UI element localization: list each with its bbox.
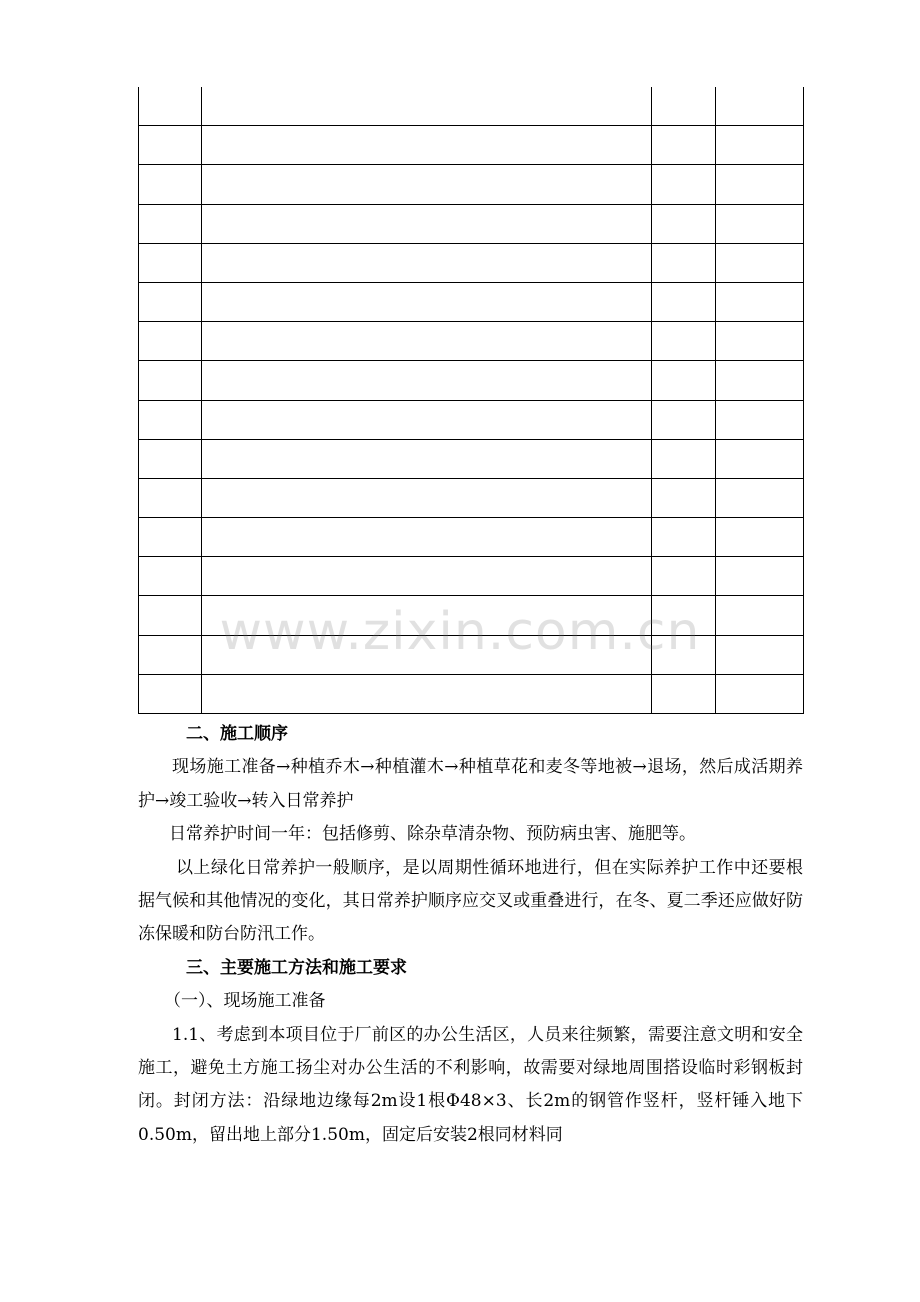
table-cell xyxy=(652,361,716,400)
table-cell xyxy=(202,518,652,557)
table-cell xyxy=(716,518,804,557)
table-cell xyxy=(202,282,652,321)
table-cell xyxy=(202,635,652,674)
table-cell xyxy=(139,635,202,674)
table-cell xyxy=(202,87,652,126)
section-heading-methods: 三、主要施工方法和施工要求 xyxy=(186,957,407,978)
table-cell xyxy=(652,439,716,478)
table-cell xyxy=(652,243,716,282)
table-cell xyxy=(139,439,202,478)
table-cell xyxy=(202,165,652,204)
table-cell xyxy=(202,557,652,596)
table-body xyxy=(139,87,804,714)
table-cell xyxy=(716,87,804,126)
table-cell xyxy=(652,204,716,243)
table-cell xyxy=(202,478,652,517)
table-row xyxy=(139,322,804,361)
table-cell xyxy=(652,282,716,321)
table-cell xyxy=(139,126,202,165)
table-row xyxy=(139,478,804,517)
table-cell xyxy=(139,165,202,204)
table-cell xyxy=(139,361,202,400)
table-cell xyxy=(139,478,202,517)
table-cell xyxy=(652,322,716,361)
table-cell xyxy=(716,596,804,635)
table-row xyxy=(139,165,804,204)
table-row xyxy=(139,361,804,400)
table-cell xyxy=(139,322,202,361)
table-cell xyxy=(716,165,804,204)
table-cell xyxy=(652,596,716,635)
table-row xyxy=(139,557,804,596)
table-cell xyxy=(716,282,804,321)
paragraph-maintenance-order: 以上绿化日常养护一般顺序，是以周期性循环地进行，但在实际养护工作中还要根据气候和其他情况的变化，其日常养护顺序应交叉或重叠进行，在冬、夏二季还应做好防冻保暖和防台防汛工作。 xyxy=(138,857,803,945)
section-heading-construction-sequence: 二、施工顺序 xyxy=(186,724,288,744)
table-row xyxy=(139,674,804,713)
table-cell xyxy=(139,87,202,126)
table-cell xyxy=(652,674,716,713)
table-cell xyxy=(716,322,804,361)
table-row xyxy=(139,518,804,557)
table-cell xyxy=(202,243,652,282)
table-cell xyxy=(716,204,804,243)
table-cell xyxy=(652,400,716,439)
table-cell xyxy=(652,635,716,674)
table-cell xyxy=(716,126,804,165)
table-row xyxy=(139,204,804,243)
table-cell xyxy=(139,243,202,282)
table-cell xyxy=(202,674,652,713)
table-row xyxy=(139,635,804,674)
table-row xyxy=(139,400,804,439)
table-cell xyxy=(139,204,202,243)
table-cell xyxy=(139,282,202,321)
table-cell xyxy=(716,439,804,478)
paragraph-sequence: 现场施工准备→种植乔木→种植灌木→种植草花和麦冬等地被→退场，然后成活期养护→竣工验收→转入日常养护 xyxy=(138,757,803,811)
table-row xyxy=(139,596,804,635)
table-cell xyxy=(716,557,804,596)
table-cell xyxy=(139,400,202,439)
table-row xyxy=(139,439,804,478)
table-cell xyxy=(202,439,652,478)
paragraph-daily-maintenance: 日常养护时间一年：包括修剪、除杂草清杂物、预防病虫害、施肥等。 xyxy=(169,824,696,845)
subheading-site-preparation: （一）、现场施工准备 xyxy=(164,991,326,1012)
table-cell xyxy=(652,557,716,596)
table-cell xyxy=(716,361,804,400)
table-row xyxy=(139,87,804,126)
table-row xyxy=(139,126,804,165)
table-cell xyxy=(652,478,716,517)
watermark: www.zixin.com.cn xyxy=(219,602,701,662)
table-cell xyxy=(202,361,652,400)
table-cell xyxy=(139,518,202,557)
table-cell xyxy=(202,596,652,635)
table-cell xyxy=(202,204,652,243)
body-text xyxy=(138,718,803,1152)
empty-table xyxy=(138,87,804,714)
table-cell xyxy=(202,400,652,439)
table-cell xyxy=(652,126,716,165)
table-row xyxy=(139,282,804,321)
table-cell xyxy=(139,596,202,635)
table-cell xyxy=(716,635,804,674)
table-cell xyxy=(139,557,202,596)
table-cell xyxy=(652,87,716,126)
paragraph-site-enclosure: 1.1、考虑到本项目位于厂前区的办公生活区，人员来往频繁，需要注意文明和安全施工，避免土方施工扬尘对办公生活的不利影响，故需要对绿地周围搭设临时彩钢板封闭。封闭方法：沿绿地边缘每2m设1根Φ48×3、长2m的钢管作竖杆，竖杆锤入地下0.50m，留出地上部分1.50m，固定后安装2根同材料同 xyxy=(138,1024,803,1145)
table-cell xyxy=(202,322,652,361)
table-cell xyxy=(716,674,804,713)
table-cell xyxy=(716,478,804,517)
table-cell xyxy=(652,518,716,557)
table-cell xyxy=(716,400,804,439)
table-cell xyxy=(202,126,652,165)
table-cell xyxy=(716,243,804,282)
table-cell xyxy=(139,674,202,713)
table-row xyxy=(139,243,804,282)
table-cell xyxy=(652,165,716,204)
